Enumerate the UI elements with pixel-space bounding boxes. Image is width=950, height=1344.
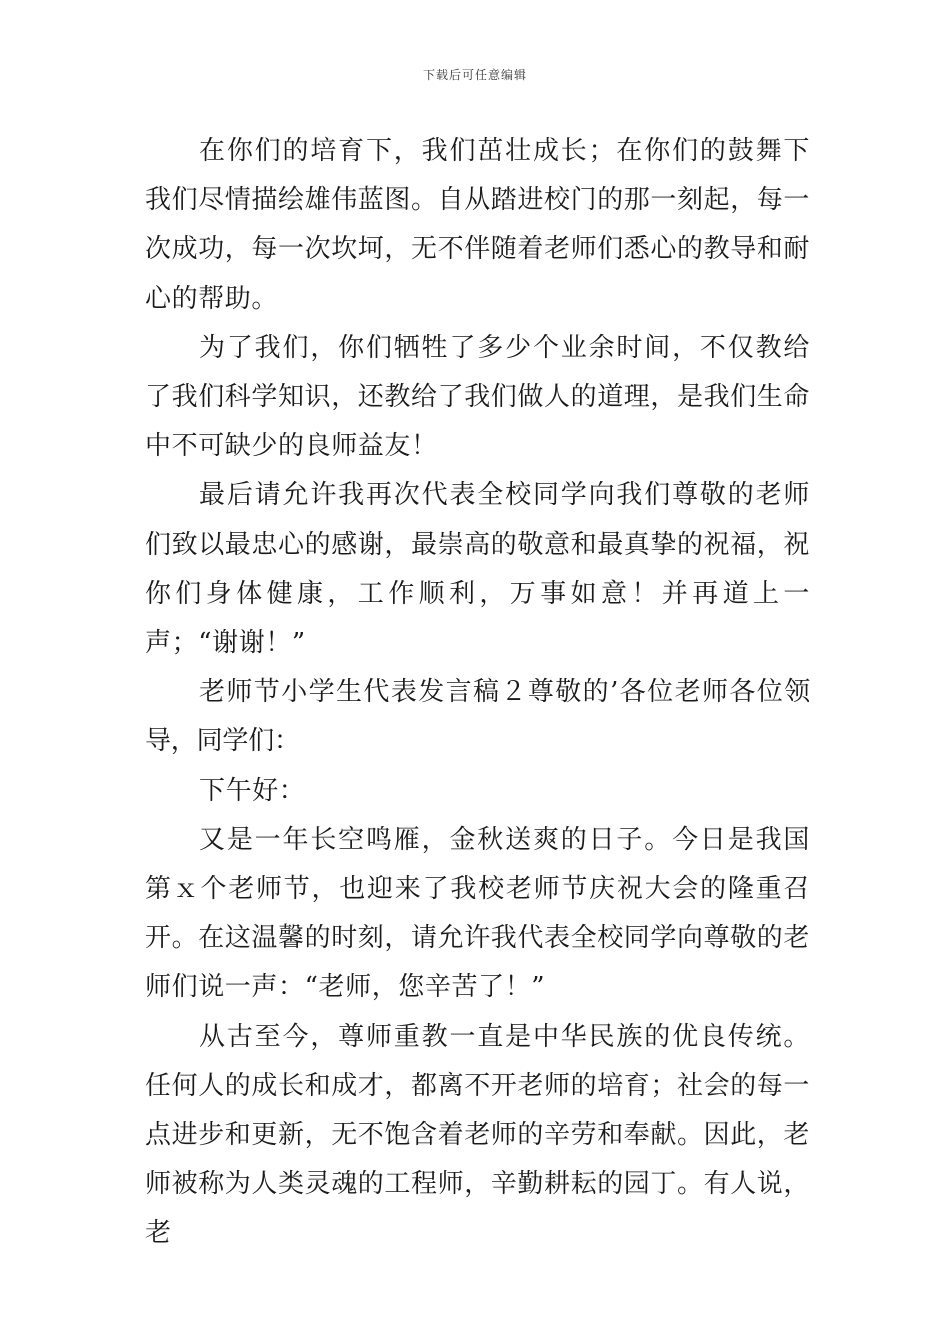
- paragraph: 老师节小学生代表发言稿２尊敬的’各位老师各位领导，同学们：: [145, 677, 810, 757]
- page-header: 下载后可任意编辑: [422, 68, 527, 82]
- paragraph: 最后请允许我再次代表全校同学向我们尊敬的老师们致以最忠心的感谢，最崇高的敬意和最真挚的祝福，祝你们身体健康，工作顺利，万事如意！并再道上一声；“谢谢！”: [145, 480, 811, 659]
- document-body: [145, 127, 810, 1259]
- paragraph: 从古至今，尊师重教一直是中华民族的优良传统。任何人的成长和成才，都离不开老师的培育；社会的每一点进步和更新，无不饱含着老师的辛劳和奉献。因此，老师被称为人类灵魂的工程师，辛勤耕耘的园丁。有人说，老: [145, 1021, 811, 1249]
- paragraph: 又是一年长空鸣雁，金秋送爽的日子。今日是我国第ｘ个老师节，也迎来了我校老师节庆祝大会的隆重召开。在这温馨的时刻，请允许我代表全校同学向尊敬的老师们说一声：“老师，您辛苦了！”: [145, 824, 811, 1003]
- paragraph: 为了我们，你们牺牲了多少个业余时间，不仅教给了我们科学知识，还教给了我们做人的道理，是我们生命中不可缺少的良师益友！: [145, 332, 811, 462]
- paragraph: 在你们的培育下，我们茁壮成长；在你们的鼓舞下我们尽情描绘雄伟蓝图。自从踏进校门的那一刻起，每一次成功，每一次坎坷，无不伴随着老师们悉心的教导和耐心的帮助。: [145, 136, 811, 314]
- paragraph: 下午好：: [199, 775, 306, 806]
